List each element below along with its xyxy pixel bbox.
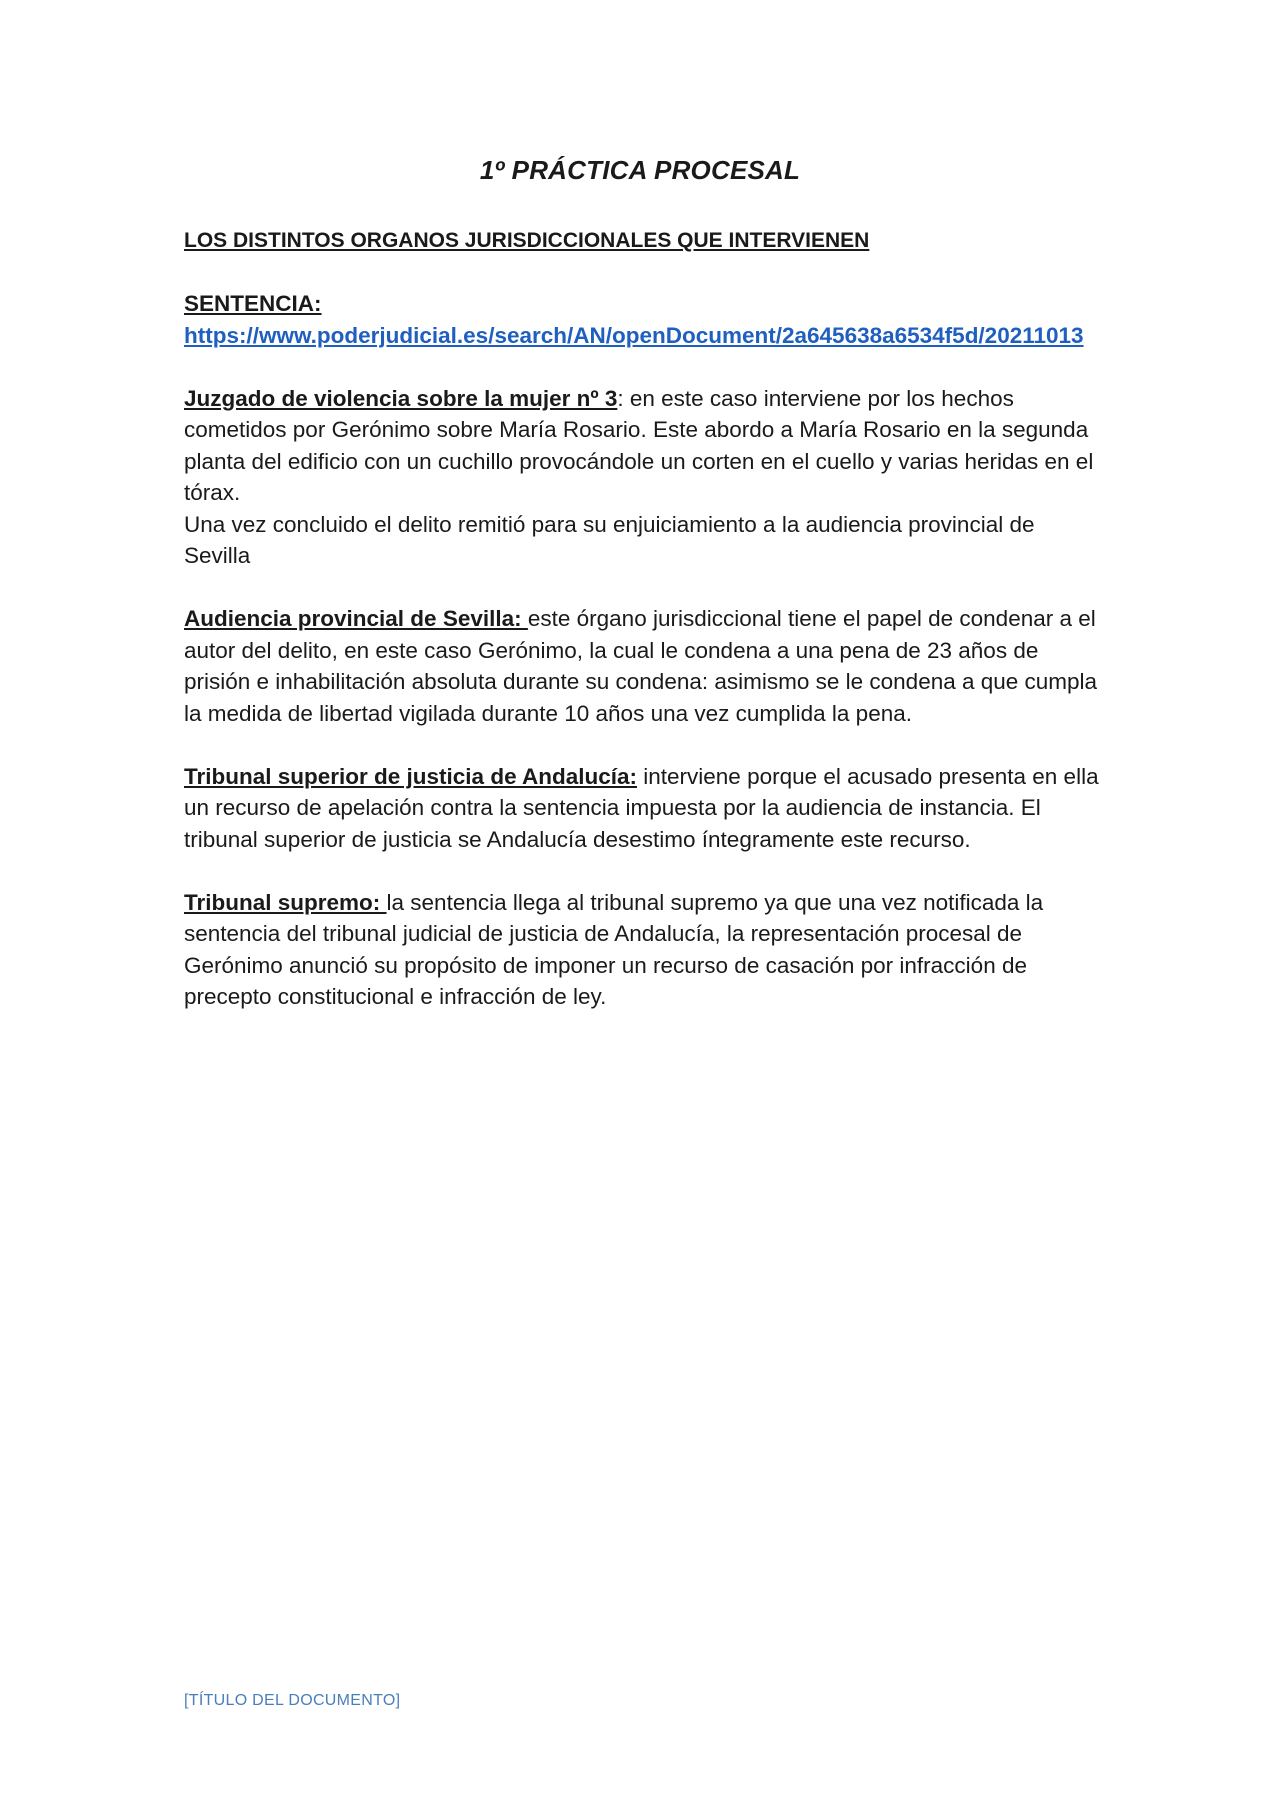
section-extra-juzgado: Una vez concluido el delito remitió para su enjuiciamiento a la audiencia provincial de Sevilla bbox=[184, 511, 1035, 568]
document-title: 1º PRÁCTICA PROCESAL bbox=[479, 155, 801, 185]
section-audiencia bbox=[184, 603, 1104, 729]
section-juzgado bbox=[184, 383, 1104, 572]
sentencia-label: SENTENCIA: bbox=[184, 291, 322, 316]
section-text-tsj: interviene porque el acusado presenta en ella un recurso de apelación contra la sentencia impuesta por la audiencia de instancia. El tribunal superior de justicia se Andalucía desestimo íntegramente este recurso. bbox=[184, 763, 1099, 852]
section-heading-audiencia: Audiencia provincial de Sevilla: bbox=[184, 606, 528, 631]
section-heading-tsj: Tribunal superior de justicia de Andalucía: bbox=[184, 763, 638, 789]
sentencia-paragraph bbox=[184, 288, 1104, 351]
section-heading-supremo: Tribunal supremo: bbox=[184, 889, 387, 915]
document-subtitle: LOS DISTINTOS ORGANOS JURISDICCIONALES QUE INTERVIENEN bbox=[184, 229, 870, 252]
section-supremo bbox=[184, 887, 1104, 1013]
section-text-juzgado: : en este caso interviene por los hechos cometidos por Gerónimo sobre María Rosario. Este abordo a María Rosario en la segunda planta del edificio con un cuchillo provocándole un corten en el cuello y varias heridas en el tórax. bbox=[184, 385, 1094, 505]
subtitle-paragraph bbox=[184, 224, 1104, 257]
sentencia-link[interactable]: https://www.poderjudicial.es/search/AN/openDocument/2a645638a6534f5d/20211013 bbox=[184, 322, 1084, 348]
section-text-supremo: la sentencia llega al tribunal supremo ya que una vez notificada la sentencia del tribunal judicial de justicia de Andalucía, la representación procesal de Gerónimo anunció su propósito de imponer un recurso de casación por infracción de precepto constitucional e infracción de ley. bbox=[184, 889, 1044, 1009]
document-footer: [TÍTULO DEL DOCUMENTO] bbox=[184, 1692, 401, 1709]
section-heading-juzgado: Juzgado de violencia sobre la mujer nº 3 bbox=[184, 385, 618, 411]
section-tsj bbox=[184, 761, 1104, 856]
section-text-audiencia: este órgano jurisdiccional tiene el papel de condenar a el autor del delito, en este caso Gerónimo, la cual le condena a una pena de 23 años de prisión e inhabilitación absoluta durante su condena: asimismo se le condena a que cumpla la medida de libertad vigilada durante 10 años una vez cumplida la pena. bbox=[184, 606, 1098, 726]
document-body bbox=[184, 224, 1104, 1044]
